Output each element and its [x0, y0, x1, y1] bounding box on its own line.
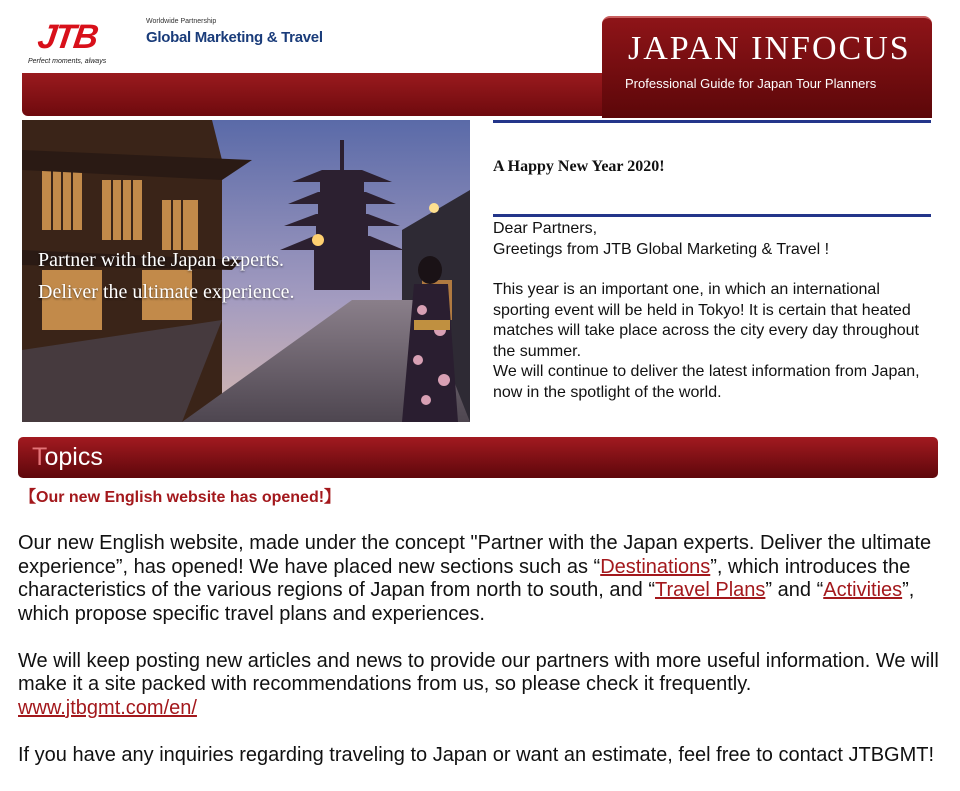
intro-paragraph-1: This year is an important one, in which an international sporting event will be held in Tokyo! It is certain that heated matches will take place across the city every day throughout the summer.: [493, 281, 919, 360]
activities-link[interactable]: Activities: [823, 579, 903, 601]
topics-heading-rest: opics: [44, 443, 103, 471]
destinations-link[interactable]: Destinations: [600, 555, 711, 578]
topics-heading-initial: T: [32, 443, 45, 471]
partner-small-text: Worldwide Partnership: [146, 18, 217, 25]
hero-caption-line1: Partner with the Japan experts.: [38, 249, 285, 271]
hero-caption-line2: Deliver the ultimate experience.: [38, 281, 295, 303]
intro-top-rule: [493, 120, 931, 123]
jtb-tagline: Perfect moments, always: [28, 58, 107, 65]
intro-greeting: Greetings from JTB Global Marketing & Travel !: [493, 240, 830, 258]
website-link[interactable]: www.jtbgmt.com/en/: [18, 696, 197, 719]
intro-bottom-rule: [493, 214, 931, 217]
travel-plans-link[interactable]: Travel Plans: [655, 579, 766, 601]
topics-header-bar: [18, 437, 938, 478]
topics-heading: [32, 443, 103, 472]
partner-name: Global Marketing & Travel: [146, 29, 323, 46]
news-paragraph-2: We will keep posting new articles and news to provide our partners with more useful information. We will make it a site packed with recommendations from us, so please check it frequently.: [18, 649, 939, 695]
news-p1-text-a: Our new English website, made under the concept "Partner with the Japan experts. Deliver the ultimate experience”, has opened! We have placed new sections such as “: [18, 532, 932, 578]
news-site-link-row: [18, 697, 940, 721]
intro-paragraph-2: We will continue to deliver the latest information from Japan, now in the spotlight of the world.: [493, 363, 920, 401]
news-body: [18, 532, 940, 767]
banner-title: JAPAN INFOCUS: [628, 30, 911, 67]
news-paragraph-3: If you have any inquiries regarding traveling to Japan or want an estimate, feel free to contact JTBGMT!: [18, 743, 935, 766]
gmt-logo[interactable]: [146, 18, 326, 54]
hero-caption: [38, 244, 295, 308]
banner-subtitle: Professional Guide for Japan Tour Planners: [625, 76, 877, 91]
news-heading: 【Our new English website has opened!】: [20, 489, 341, 506]
hero-image: [22, 120, 470, 422]
jtb-logo[interactable]: [22, 18, 118, 70]
news-p1-text-d: ”, which propose specific travel plans and experiences.: [18, 579, 915, 625]
newyear-title: A Happy New Year 2020!: [493, 158, 665, 175]
news-p1-text-b: ”, which introduces the characteristics of the various regions of Japan from north to south, and “: [18, 555, 911, 601]
jtb-logo-mark: JTB: [35, 18, 99, 56]
news-p1-text-c: ” and “: [765, 579, 824, 601]
intro-salutation: Dear Partners,: [493, 220, 598, 237]
news-paragraph-1: [18, 532, 940, 626]
intro-text: [493, 219, 935, 403]
